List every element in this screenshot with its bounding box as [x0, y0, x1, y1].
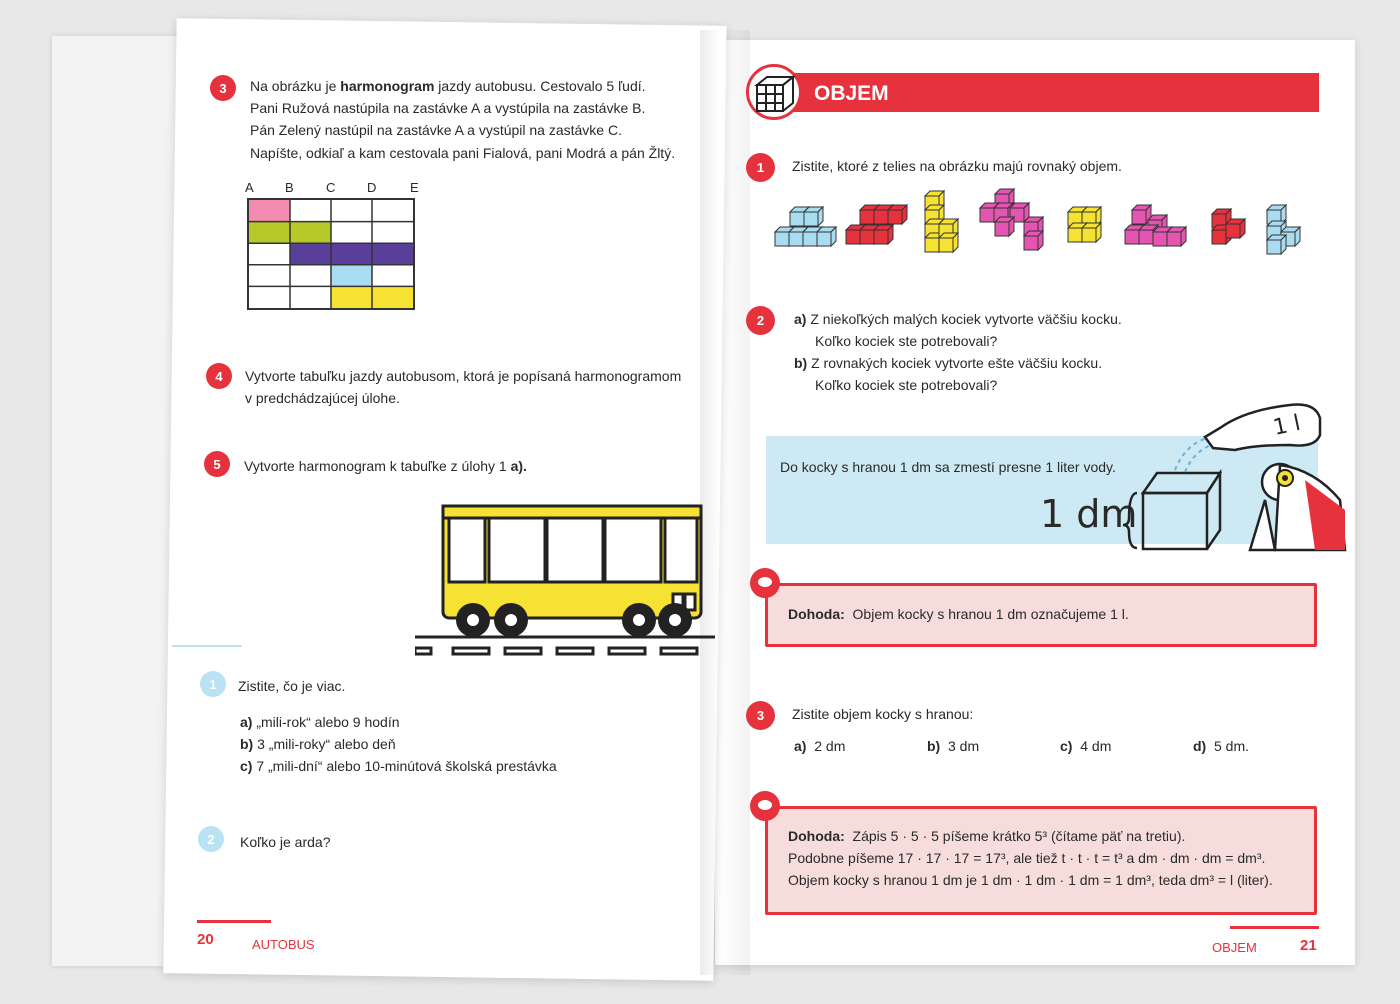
task3-line3: Pán Zelený nastúpil na zastávke A a vystúpil na zastávke C. — [250, 122, 622, 138]
page-number-left: 20 — [197, 931, 214, 948]
footer-right-rule — [1230, 926, 1319, 929]
solid-1 — [775, 207, 836, 246]
cube-header-icon — [746, 64, 802, 120]
task-r3-option-b: b) 3 dm — [927, 738, 980, 754]
solid-5 — [1068, 207, 1101, 242]
grid-header-e: E — [410, 180, 419, 195]
grid-header-c: C — [326, 180, 336, 195]
task-number-4: 4 — [206, 363, 232, 389]
section-title: OBJEM — [814, 82, 889, 105]
task-r1-text: Zistite, ktoré z telies na obrázku majú rovnaký objem. — [792, 158, 1122, 174]
task-r3-option-d: d) 5 dm. — [1193, 738, 1250, 754]
task-r2-a2: Koľko kociek ste potrebovali? — [815, 333, 998, 349]
task-r3-option-c: c) 4 dm — [1060, 738, 1112, 754]
task-r3-text: Zistite objem kocky s hranou: — [792, 706, 974, 722]
side-task2-text: Koľko je arda? — [240, 834, 331, 850]
side-task1-a: a) „mili-rok“ alebo 9 hodín — [240, 714, 400, 730]
agreement1-text: Dohoda: Objem kocky s hranou 1 dm označujeme 1 l. — [788, 606, 1129, 622]
side-task1-title: Zistite, čo je viac. — [238, 678, 346, 694]
task-r2-b1: b) Z rovnakých kociek vytvorte ešte väčšiu kocku. — [794, 355, 1103, 371]
solid-2 — [846, 205, 907, 244]
task-number-3: 3 — [210, 75, 236, 101]
task-r2-a1: a) Z niekoľkých malých kociek vytvorte väčšiu kocku. — [794, 311, 1122, 327]
agreement2-line1: Dohoda: Zápis 5 · 5 · 5 píšeme krátko 5³ (čítame päť na tretiu). — [788, 828, 1186, 844]
water-cube-illustration — [1115, 400, 1350, 555]
side-task1-c: c) 7 „mili-dní“ alebo 10-minútová školská prestávka — [240, 758, 557, 774]
info-text: Do kocky s hranou 1 dm sa zmestí presne 1 liter vody. — [780, 459, 1116, 475]
solid-3 — [925, 191, 958, 252]
grid-header-d: D — [367, 180, 377, 195]
cube-outline-icon — [749, 67, 799, 117]
speech-bubble-icon — [750, 568, 780, 598]
agreement2-line2: Podobne píšeme 17 · 17 · 17 = 17³, ale tiež t · t · t = t³ a dm · dm · dm = dm³. — [788, 850, 1266, 866]
task4-line2: v predchádzajúcej úlohe. — [245, 390, 400, 406]
side-task1-b: b) 3 „mili-roky“ alebo deň — [240, 736, 396, 752]
footer-label-right: OBJEM — [1212, 940, 1257, 955]
grid-header-a: A — [245, 180, 254, 195]
solid-8 — [1267, 205, 1300, 254]
cube-dimension-label: 1 dm — [1040, 492, 1138, 536]
side-task-number-2: 2 — [198, 826, 224, 852]
cube-solids-row — [770, 185, 1320, 265]
task-r3-option-a: a) 2 dm — [794, 738, 846, 754]
bottle-label: 1 l — [1271, 410, 1303, 441]
solid-4 — [980, 189, 1043, 250]
task3-line2: Pani Ružová nastúpila na zastávke A a vystúpila na zastávke B. — [250, 100, 646, 116]
task-number-r3: 3 — [746, 701, 775, 730]
task3-line4: Napíšte, odkiaľ a kam cestovala pani Fialová, pani Modrá a pán Žltý. — [250, 145, 676, 161]
task-number-r2: 2 — [746, 306, 775, 335]
task4-line1: Vytvorte tabuľku jazdy autobusom, ktorá je popísaná harmonogramom — [245, 368, 682, 384]
speech-bubble-icon — [750, 791, 780, 821]
task-number-r1: 1 — [746, 153, 775, 182]
agreement2-line3: Objem kocky s hranou 1 dm je 1 dm · 1 dm · 1 dm = 1 dm³, teda dm³ = l (liter). — [788, 872, 1273, 888]
task-number-5: 5 — [204, 451, 230, 477]
task-r2-b2: Koľko kociek ste potrebovali? — [815, 377, 998, 393]
solid-6 — [1125, 205, 1186, 246]
footer-label-left: AUTOBUS — [252, 937, 315, 952]
solid-7 — [1212, 209, 1245, 244]
page-number-right: 21 — [1300, 937, 1317, 954]
grid-header-b: B — [285, 180, 294, 195]
task5-text: Vytvorte harmonogram k tabuľke z úlohy 1 a). — [244, 458, 527, 474]
task3-line1: Na obrázku je harmonogram jazdy autobusu. Cestovalo 5 ľudí. — [250, 78, 646, 94]
side-task-number-1: 1 — [200, 671, 226, 697]
